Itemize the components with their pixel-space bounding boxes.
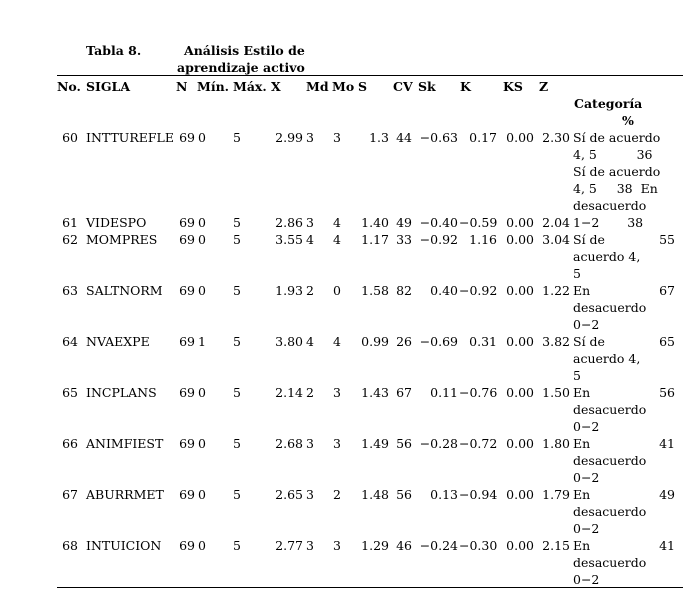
- cell-n: 69: [179, 436, 195, 451]
- cell-sk: −0.28: [419, 436, 458, 451]
- cell-ks: 0.00: [506, 215, 534, 230]
- table-bottom-rule: [57, 587, 683, 588]
- cell-mo: 4: [333, 334, 341, 349]
- categoria-line: 4, 5 38 En: [573, 181, 658, 196]
- cell-max: 5: [233, 130, 241, 145]
- cell-n: 69: [179, 487, 195, 502]
- cell-md: 3: [306, 436, 314, 451]
- categoria-line: 1−2 38: [573, 215, 644, 230]
- cell-max: 5: [233, 538, 241, 553]
- cell-no: 67: [62, 487, 78, 502]
- cell-max: 5: [233, 232, 241, 247]
- cell-x: 2.65: [275, 487, 303, 502]
- cell-s: 1.40: [361, 215, 389, 230]
- cell-categoria: [573, 214, 657, 231]
- cell-pct: 67: [659, 283, 675, 298]
- cell-sk: −0.63: [419, 130, 458, 145]
- cell-k: 0.17: [469, 130, 497, 145]
- cell-sk: −0.92: [419, 232, 458, 247]
- cell-mo: 4: [333, 215, 341, 230]
- cell-md: 4: [306, 232, 314, 247]
- cell-x: 2.68: [275, 436, 303, 451]
- table-title-line2: aprendizaje activo: [177, 60, 305, 75]
- cell-k: −0.94: [459, 487, 498, 502]
- cell-k: −0.59: [459, 215, 498, 230]
- cell-k: −0.30: [459, 538, 498, 553]
- categoria-line: Sí de: [573, 232, 605, 247]
- table-top-rule: [57, 75, 683, 76]
- cell-z: 1.79: [542, 487, 570, 502]
- cell-max: 5: [233, 215, 241, 230]
- cell-no: 65: [62, 385, 78, 400]
- cell-sigla: MOMPRES: [86, 232, 158, 247]
- categoria-line: desacuerdo: [573, 402, 647, 417]
- cell-min: 0: [198, 385, 206, 400]
- cell-min: 0: [198, 215, 206, 230]
- cell-ks: 0.00: [506, 334, 534, 349]
- cell-sigla: ABURRMET: [86, 487, 164, 502]
- cell-no: 61: [62, 215, 78, 230]
- cell-sk: 0.13: [430, 487, 458, 502]
- cell-pct: 49: [659, 487, 675, 502]
- header-ks: KS: [503, 79, 523, 94]
- cell-z: 1.50: [542, 385, 570, 400]
- cell-x: 3.80: [275, 334, 303, 349]
- cell-md: 2: [306, 385, 314, 400]
- cell-s: 1.17: [361, 232, 389, 247]
- header-z: Z: [539, 79, 549, 94]
- cell-x: 2.14: [275, 385, 303, 400]
- categoria-line: 5: [573, 368, 581, 383]
- cell-categoria: [573, 486, 657, 537]
- cell-s: 1.49: [361, 436, 389, 451]
- cell-categoria: [573, 537, 657, 588]
- cell-z: 3.04: [542, 232, 570, 247]
- cell-x: 3.55: [275, 232, 303, 247]
- cell-n: 69: [179, 232, 195, 247]
- cell-sigla: VIDESPO: [86, 215, 147, 230]
- cell-ks: 0.00: [506, 538, 534, 553]
- cell-sigla: ANIMFIEST: [86, 436, 164, 451]
- cell-mo: 2: [333, 487, 341, 502]
- categoria-line: En: [573, 385, 591, 400]
- cell-ks: 0.00: [506, 385, 534, 400]
- cell-x: 2.99: [275, 130, 303, 145]
- cell-cv: 56: [396, 436, 412, 451]
- cell-no: 62: [62, 232, 78, 247]
- cell-max: 5: [233, 385, 241, 400]
- header-k: K: [460, 79, 471, 94]
- cell-ks: 0.00: [506, 232, 534, 247]
- cell-min: 0: [198, 232, 206, 247]
- cell-categoria: [573, 282, 657, 333]
- cell-s: 1.29: [361, 538, 389, 553]
- cell-cv: 33: [396, 232, 412, 247]
- cell-cv: 49: [396, 215, 412, 230]
- header-min: Mín.: [197, 79, 230, 94]
- cell-cv: 67: [396, 385, 412, 400]
- header-max: Máx.: [233, 79, 267, 94]
- cell-ks: 0.00: [506, 436, 534, 451]
- categoria-line: 0−2: [573, 521, 600, 536]
- cell-sk: −0.40: [419, 215, 458, 230]
- cell-cv: 82: [396, 283, 412, 298]
- cell-s: 1.58: [361, 283, 389, 298]
- cell-sigla: INTTUREFLE: [86, 130, 174, 145]
- cell-sk: 0.40: [430, 283, 458, 298]
- cell-ks: 0.00: [506, 283, 534, 298]
- cell-categoria: [573, 231, 657, 282]
- cell-pct: 56: [659, 385, 675, 400]
- cell-no: 60: [62, 130, 78, 145]
- cell-k: −0.92: [459, 283, 498, 298]
- categoria-line: En: [573, 487, 591, 502]
- categoria-line: desacuerdo: [573, 555, 647, 570]
- cell-k: −0.72: [459, 436, 498, 451]
- cell-n: 69: [179, 538, 195, 553]
- cell-no: 68: [62, 538, 78, 553]
- header-cv: CV: [393, 79, 413, 94]
- cell-cv: 46: [396, 538, 412, 553]
- cell-cv: 26: [396, 334, 412, 349]
- cell-sigla: SALTNORM: [86, 283, 163, 298]
- cell-min: 0: [198, 538, 206, 553]
- categoria-line: 0−2: [573, 317, 600, 332]
- header-n: N: [176, 79, 188, 94]
- cell-mo: 3: [333, 538, 341, 553]
- cell-pct: 65: [659, 334, 675, 349]
- cell-md: 3: [306, 538, 314, 553]
- categoria-line: 0−2: [573, 470, 600, 485]
- categoria-line: desacuerdo: [573, 300, 647, 315]
- header-sk: Sk: [418, 79, 436, 94]
- table-label: Tabla 8.: [86, 43, 142, 58]
- cell-mo: 3: [333, 385, 341, 400]
- cell-max: 5: [233, 283, 241, 298]
- cell-categoria: [573, 384, 657, 435]
- cell-pct: 55: [659, 232, 675, 247]
- cell-md: 3: [306, 215, 314, 230]
- cell-x: 1.93: [275, 283, 303, 298]
- cell-min: 0: [198, 130, 206, 145]
- cell-z: 2.30: [542, 130, 570, 145]
- cell-min: 0: [198, 283, 206, 298]
- cell-x: 2.77: [275, 538, 303, 553]
- cell-max: 5: [233, 436, 241, 451]
- cell-k: 0.31: [469, 334, 497, 349]
- header-x: X: [271, 79, 281, 94]
- categoria-line: Sí de acuerdo: [573, 164, 661, 179]
- categoria-line: 4, 5 36: [573, 147, 653, 162]
- cell-pct: 41: [659, 538, 675, 553]
- cell-s: 1.3: [369, 130, 389, 145]
- categoria-line: Sí de acuerdo: [573, 130, 661, 145]
- cell-n: 69: [179, 334, 195, 349]
- cell-s: 0.99: [361, 334, 389, 349]
- cell-z: 2.04: [542, 215, 570, 230]
- categoria-line: desacuerdo: [573, 453, 647, 468]
- cell-cv: 56: [396, 487, 412, 502]
- cell-cv: 44: [396, 130, 412, 145]
- cell-sigla: INCPLANS: [86, 385, 157, 400]
- cell-md: 3: [306, 487, 314, 502]
- header-pct: %: [622, 113, 634, 128]
- cell-z: 1.22: [542, 283, 570, 298]
- categoria-line: acuerdo 4,: [573, 351, 641, 366]
- cell-categoria: [573, 129, 661, 214]
- cell-s: 1.48: [361, 487, 389, 502]
- cell-md: 4: [306, 334, 314, 349]
- cell-n: 69: [179, 215, 195, 230]
- categoria-line: 0−2: [573, 419, 600, 434]
- cell-k: −0.76: [459, 385, 498, 400]
- cell-categoria: [573, 333, 657, 384]
- cell-categoria: [573, 435, 657, 486]
- cell-pct: 41: [659, 436, 675, 451]
- header-no: No.: [57, 79, 81, 94]
- cell-no: 66: [62, 436, 78, 451]
- cell-mo: 3: [333, 130, 341, 145]
- cell-n: 69: [179, 130, 195, 145]
- cell-mo: 3: [333, 436, 341, 451]
- categoria-line: 5: [573, 266, 581, 281]
- cell-min: 0: [198, 487, 206, 502]
- cell-sk: 0.11: [430, 385, 458, 400]
- cell-sigla: NVAEXPE: [86, 334, 150, 349]
- cell-sigla: INTUICION: [86, 538, 162, 553]
- cell-z: 2.15: [542, 538, 570, 553]
- cell-ks: 0.00: [506, 130, 534, 145]
- categoria-line: desacuerdo: [573, 198, 647, 213]
- cell-md: 3: [306, 130, 314, 145]
- cell-sk: −0.24: [419, 538, 458, 553]
- cell-min: 0: [198, 436, 206, 451]
- header-categoria: Categoría: [574, 96, 643, 111]
- header-md: Md: [306, 79, 329, 94]
- cell-ks: 0.00: [506, 487, 534, 502]
- cell-md: 2: [306, 283, 314, 298]
- cell-max: 5: [233, 487, 241, 502]
- cell-no: 64: [62, 334, 78, 349]
- categoria-line: En: [573, 283, 591, 298]
- cell-max: 5: [233, 334, 241, 349]
- cell-n: 69: [179, 385, 195, 400]
- header-sigla: SIGLA: [86, 79, 131, 94]
- cell-z: 1.80: [542, 436, 570, 451]
- cell-no: 63: [62, 283, 78, 298]
- cell-n: 69: [179, 283, 195, 298]
- cell-sk: −0.69: [419, 334, 458, 349]
- cell-s: 1.43: [361, 385, 389, 400]
- header-s: S: [358, 79, 368, 94]
- cell-k: 1.16: [469, 232, 497, 247]
- cell-z: 3.82: [542, 334, 570, 349]
- categoria-line: desacuerdo: [573, 504, 647, 519]
- categoria-line: 0−2: [573, 572, 600, 587]
- table-title-line1: Análisis Estilo de: [184, 43, 305, 58]
- cell-x: 2.86: [275, 215, 303, 230]
- categoria-line: acuerdo 4,: [573, 249, 641, 264]
- header-mo: Mo: [332, 79, 355, 94]
- categoria-line: En: [573, 538, 591, 553]
- categoria-line: Sí de: [573, 334, 605, 349]
- cell-mo: 0: [333, 283, 341, 298]
- categoria-line: En: [573, 436, 591, 451]
- cell-min: 1: [198, 334, 206, 349]
- cell-mo: 4: [333, 232, 341, 247]
